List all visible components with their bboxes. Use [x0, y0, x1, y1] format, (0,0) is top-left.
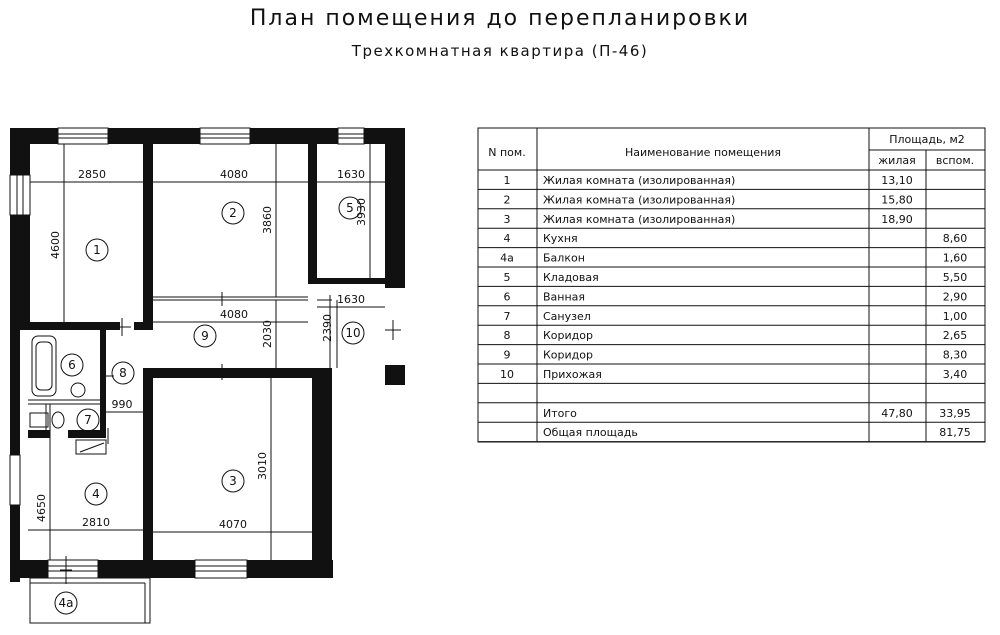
dimension-label: 1630 — [337, 168, 365, 181]
dimension-label: 3010 — [256, 452, 269, 480]
table-cell-living: 13,10 — [881, 174, 913, 187]
dimension-label: 1630 — [337, 293, 365, 306]
table-cell-name: Санузел — [543, 309, 591, 323]
table-cell-num: 2 — [503, 193, 511, 207]
room-number-label: 2 — [229, 206, 237, 220]
page-subtitle: Трехкомнатная квартира (П-46) — [351, 42, 649, 60]
room-number-label: 10 — [345, 326, 361, 340]
table-cell-num: 10 — [500, 368, 514, 381]
dimension-label: 4080 — [220, 308, 248, 321]
table-cell-num: 6 — [503, 290, 511, 304]
room-number-label: 6 — [68, 358, 76, 372]
table-cell-num: 4а — [500, 251, 514, 265]
dimension-label: 4080 — [220, 168, 248, 181]
table-cell-name: Коридор — [543, 348, 593, 362]
table-cell-living: 47,80 — [881, 406, 913, 420]
plan-walls — [10, 128, 405, 582]
table-cell-living: 18,90 — [881, 212, 913, 226]
table-cell-aux: 5,50 — [942, 271, 968, 284]
table-cell-aux: 81,75 — [939, 426, 971, 440]
room-number-label: 9 — [201, 329, 209, 343]
header-living: жилая — [878, 154, 916, 167]
room-number-label: 8 — [119, 366, 127, 380]
table-cell-num: 7 — [503, 309, 511, 323]
table-cell-aux: 1,00 — [942, 309, 968, 323]
table-cell-name: Кухня — [543, 232, 578, 246]
room-number-label: 1 — [93, 243, 101, 257]
table-cell-num: 8 — [503, 329, 511, 343]
table-cell-aux: 3,40 — [942, 368, 968, 381]
dimension-label: 2390 — [321, 314, 334, 342]
header-aux: вспом. — [935, 154, 975, 167]
table-cell-name: Ванная — [543, 290, 586, 304]
room-number-label: 7 — [84, 413, 92, 427]
table-cell-name: Кладовая — [543, 271, 599, 284]
dimension-label: 3930 — [355, 198, 368, 226]
table-cell-num: 4 — [503, 232, 511, 246]
table-cell-name: Жилая комната (изолированная) — [543, 212, 736, 226]
table-cell-name: Прихожая — [543, 368, 602, 381]
table-cell-aux: 2,90 — [942, 290, 968, 304]
dimension-label: 2810 — [82, 516, 110, 529]
room-number-label: 5 — [346, 201, 354, 215]
table-cell-aux: 8,30 — [942, 348, 968, 362]
room-number-label: 4а — [58, 596, 74, 610]
table-cell-aux: 8,60 — [942, 232, 968, 246]
table-cell-aux: 33,95 — [939, 406, 971, 420]
dimension-label: 3860 — [261, 206, 274, 234]
dimension-label: 4070 — [219, 518, 247, 531]
table-cell-name: Коридор — [543, 329, 593, 343]
table-cell-aux: 1,60 — [942, 251, 968, 265]
table-cell-name: Общая площадь — [543, 426, 638, 440]
table-cell-living: 15,80 — [881, 193, 913, 207]
table-cell-num: 5 — [503, 271, 511, 284]
dimension-label: 2030 — [261, 320, 274, 348]
dimension-label: 990 — [111, 398, 133, 411]
header-area: Площадь, м2 — [889, 133, 965, 146]
table-cell-num: 9 — [503, 348, 511, 362]
page-title: План помещения до перепланировки — [249, 6, 751, 31]
table-cell-name: Итого — [543, 406, 577, 420]
table-cell-num: 3 — [503, 212, 511, 226]
table-cell-name: Балкон — [543, 251, 585, 265]
room-number-label: 3 — [229, 474, 237, 488]
area-table-rows — [478, 174, 985, 442]
dimension-label: 4600 — [49, 231, 62, 259]
dimension-label: 2850 — [78, 168, 106, 181]
room-number-label: 4 — [92, 487, 100, 501]
table-cell-num: 1 — [503, 174, 511, 187]
header-name: Наименование помещения — [624, 146, 782, 159]
table-cell-name: Жилая комната (изолированная) — [543, 193, 736, 207]
table-cell-name: Жилая комната (изолированная) — [543, 174, 736, 187]
dimension-label: 4650 — [35, 494, 48, 522]
table-cell-aux: 2,65 — [942, 329, 968, 343]
header-num: N пом. — [488, 146, 526, 159]
